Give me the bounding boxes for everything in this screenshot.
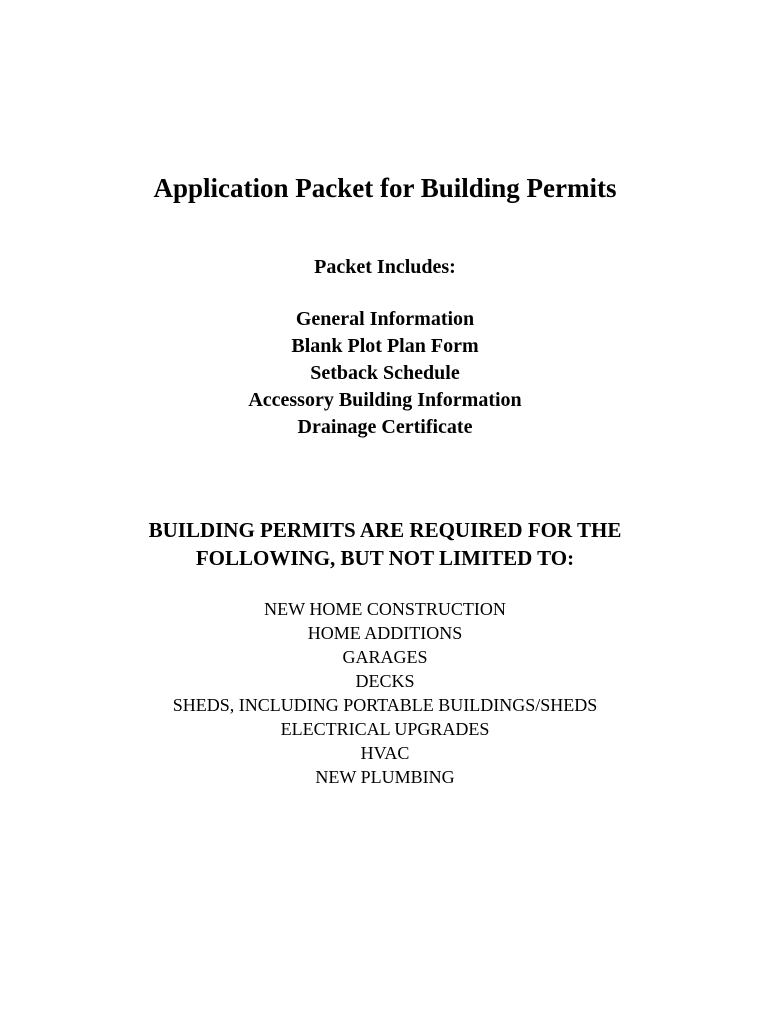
page-title: Application Packet for Building Permits — [153, 173, 617, 203]
packet-includes-heading: Packet Includes: — [314, 256, 456, 278]
list-item: ELECTRICAL UPGRADES — [280, 719, 490, 739]
list-item: Accessory Building Information — [248, 389, 522, 411]
list-item: General Information — [295, 308, 475, 330]
list-item: SHEDS, INCLUDING PORTABLE BUILDINGS/SHEDS — [172, 695, 598, 715]
list-item: GARAGES — [342, 647, 428, 667]
list-item: Setback Schedule — [310, 362, 460, 384]
list-item: HVAC — [360, 743, 410, 763]
list-item: DECKS — [355, 671, 415, 691]
list-item: NEW HOME CONSTRUCTION — [264, 599, 506, 619]
heading-line: FOLLOWING, BUT NOT LIMITED TO: — [195, 546, 575, 570]
list-item: Drainage Certificate — [297, 416, 473, 438]
list-item: HOME ADDITIONS — [307, 623, 463, 643]
packet-includes-list — [0, 306, 770, 441]
permits-required-list — [0, 597, 770, 789]
list-item: NEW PLUMBING — [315, 767, 455, 787]
heading-line: BUILDING PERMITS ARE REQUIRED FOR THE — [148, 518, 622, 542]
permits-required-heading — [0, 516, 770, 572]
list-item: Blank Plot Plan Form — [291, 335, 479, 357]
